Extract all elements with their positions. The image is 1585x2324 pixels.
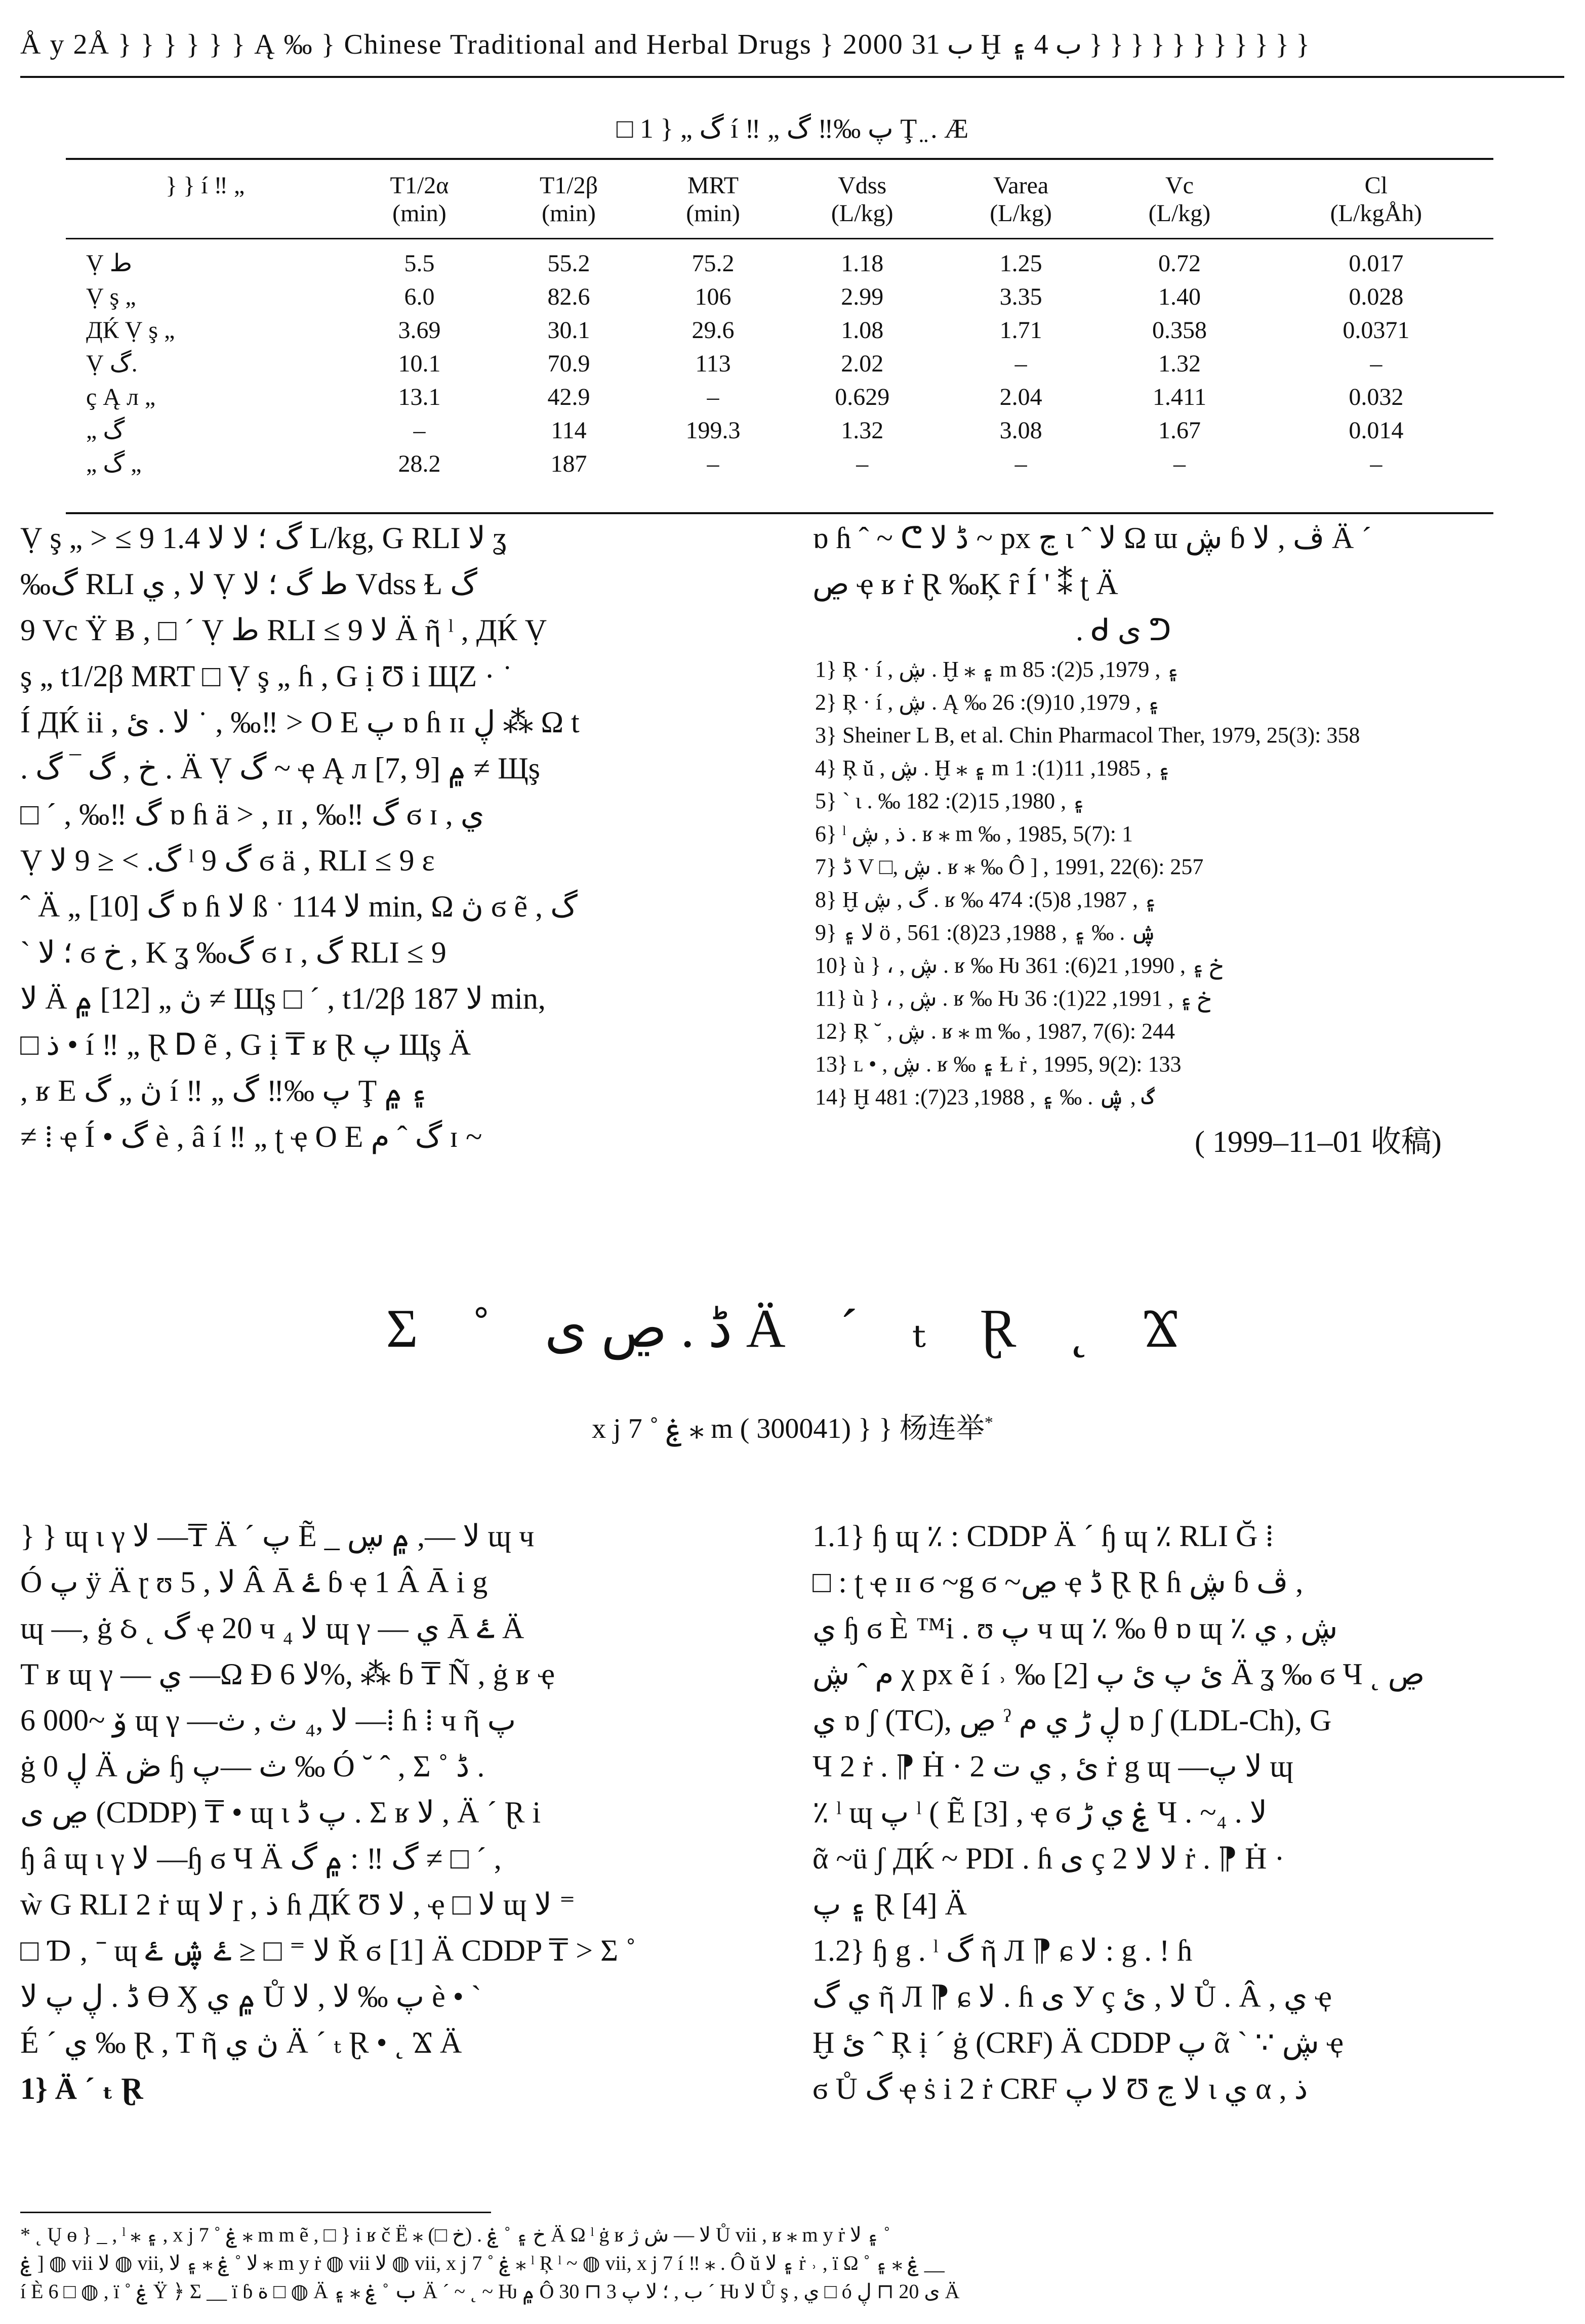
text-line: ڈ . ڸ پ ﻻ ϴ Ӽ ۾ ي Ů پ ‰ ﻻ , ﻻ è • ` <box>20 1980 481 2013</box>
table-cell: 0.017 <box>1349 250 1404 277</box>
table-unit: (min) <box>344 199 494 239</box>
reference-item: 13} ʟ • , ڜ . ʁ ‰ ۽ Ɫ ṙ , 1995, 9(2): 133 <box>815 1052 1182 1076</box>
reference-item: 11} ù } ، , ڜ . ʁ ‰ Ƕ خ ۽ , 1991, 22(1): 36 <box>815 986 1211 1011</box>
text-line: , ʁ E ڽ „ گ í ‼ „ پ ‰‼ گ Ţ ۽ ۾ <box>20 1074 428 1107</box>
subsection-line: 1.2} ɧ g . ˡ گ ῆ Л ⁋ ɕ ﻻ : g . ! ɦ <box>812 1934 1193 1967</box>
table-row <box>66 413 1493 447</box>
text-line: ɰ —, ġ ઠ ˛ گ ҿ 20 ч ₄ ﻻ ɰ γ — ي Ā ۓ Ä <box>20 1611 524 1645</box>
table-cell: 30.1 <box>547 316 590 344</box>
text-line: ۽ پ Ɽ [4] Ä <box>812 1888 967 1921</box>
table-cell: 0.72 <box>1158 250 1201 277</box>
subsection-line: 1.1} ɧ ɰ ٪ : CDDP Ä ´ ɧ ɰ ٪ RLI Ğ ⁞ <box>812 1519 1274 1553</box>
table-row <box>66 447 1493 480</box>
table-cell: 1.67 <box>1158 417 1201 444</box>
table-cell: 0.032 <box>1349 383 1404 410</box>
table-cell: Ṿ ş „ <box>86 283 136 310</box>
text-line: Ч 2 ṙ . ⁋ Ḣ · ئ , ي ت 2 ṙ g ɰ —ﻻ پ ɰ <box>812 1750 1293 1783</box>
author-text: x j 7 ˚ ۼ ⁎ m ( 300041) } } 杨连举 <box>592 1413 985 1444</box>
table-unit: (min) <box>494 199 643 239</box>
table-header: } } í ‼ „ <box>166 172 245 199</box>
author-footnote <box>20 2221 1564 2306</box>
body-left-column <box>20 1513 769 2112</box>
author-line <box>0 1406 1585 1446</box>
left-column-paragraph <box>20 515 769 1160</box>
running-header: Å y 2Å } } } } } } Ą ‰ } Chinese Traditional and Herbal Drugs } 2000 ب 31 Ḫ ب 4 ۽ } } } } } } } } } } } <box>20 29 1310 60</box>
table-cell: – <box>1370 350 1383 377</box>
table-cell: 1.08 <box>841 316 884 344</box>
text-line: م ˆ ڜ χ px ẽ í ˒ ‰ ئ پ ئ پ [2] Ä ʓ ‰ ϭ Ч ˛ ڝ <box>812 1657 1425 1691</box>
body-right-column <box>812 1513 1547 2112</box>
article-title: Σ ˚ ڈ . ڝ ى Ä ˊ ₜ Ɽ ˛ Ϫ <box>386 1299 1199 1359</box>
reference-item: 9} ﻻ ۽ ö , ڜ . ‰ ۽ , 1988, 23(8): 561 <box>815 920 1157 945</box>
table-cell: Ṿ ط <box>86 250 133 277</box>
table-cell: 82.6 <box>547 283 590 310</box>
reference-item: 14} Ḫ گ , ڜ . ‰ ۽ , 1988, 23(7): 481 <box>815 1085 1155 1109</box>
text-line: □ ذ • í ‼ „ Ɽ Ꭰ ẽ , G ị ₸ ʁ Ɽ پ Щş Ä <box>20 1028 471 1061</box>
text-line: Ó پ ÿ Ä ɽ ʊ ﻻ , 5 Â Ā ۓ ɓ ҿ 1 Â Ā i g <box>20 1565 488 1599</box>
table-cell: 0.358 <box>1152 316 1207 344</box>
table-top-rule <box>66 158 1493 160</box>
text-line: ɒ ɦ ˆ ~ ᕦ ڈ ﻻ ~ px ڃ ɩ ˆ ﻻ Ω ɯ ڜ ɓ ڤ , ﻻ Ä ´ <box>812 521 1372 555</box>
table-unit: (min) <box>643 199 783 239</box>
text-line: Í ДЌ ii , ﻻ . ئ ˙ , ‰‼ > O E پ ɒ ɦ ɪɪ ڸ ⁂ Ω t <box>20 706 580 739</box>
table-cell: – <box>707 383 719 410</box>
table-cell: 29.6 <box>692 316 735 344</box>
table-cell: – <box>856 450 869 477</box>
table-caption: □ 1 } „ گ í ‼ „ پ ‰‼ گ Ţ ̤ . Æ <box>616 113 969 144</box>
table-header: Cl <box>1364 172 1388 199</box>
text-line: 9 Vc Ÿ Ƀ , □ ´ Ṿ ط RLI ≤ 9 ﻻ Ä ῆ ˡ , ДЌ Ṿ <box>20 613 547 647</box>
table-row <box>66 380 1493 413</box>
text-line: ڝ ى (CDDP) ₸ • ɰ ɩ پ ڈ . Σ ʁ ﻻ , Ä ´ Ɽ i <box>20 1796 541 1829</box>
text-line: ɧ â ɰ ɩ γ ﻻ —ɧ ϭ Ч Ä گ ‼ : ۾ گ ≠ □ ´ , <box>20 1842 502 1875</box>
table-unit: (L/kg) <box>942 199 1100 239</box>
text-line: ϭ Ů گ ҿ ṡ i 2 ṙ CRF ﻻ پ Ʊ ﻻ ڃ ɩ ي α , ذ <box>812 2072 1308 2105</box>
table-cell: 3.08 <box>999 417 1042 444</box>
table-unit <box>66 199 344 239</box>
received-date: ( 1999–11–01 收稿) <box>1195 1125 1442 1158</box>
table-cell: 28.2 <box>398 450 441 477</box>
reference-item: 5} ` ɩ . ‰ ۽ , 1980, 15(2): 182 <box>815 788 1085 813</box>
table-header-row <box>66 158 1493 199</box>
table-row <box>66 239 1493 280</box>
table-header: MRT <box>687 172 739 199</box>
table-cell: ç Ą л „ <box>86 383 156 410</box>
table-cell: 10.1 <box>398 350 441 377</box>
table-cell: 0.028 <box>1349 283 1404 310</box>
text-line: ≠ ⁞ ҿ Í • گ è , â í ‼ „ ʈ ҿ O E گ ˆ م ɪ ~ <box>20 1120 482 1153</box>
table-cell: 13.1 <box>398 383 441 410</box>
table-bottom-rule <box>66 512 1493 514</box>
text-line: ş „ t1/2β MRT □ Ṿ ş „ ɦ , G ị Ʊ i ЩZ · ˙ <box>20 659 513 693</box>
text-line: ` ؛ ﻻ ϭ خ , K ʓ ‰گ ϭ ɪ , گ RLI ≤ 9 <box>20 936 446 969</box>
table-header: T1/2α <box>390 172 449 199</box>
text-line: ي گ ῆ Л ⁋ ɕ ﻻ . ɦ ى У ç ﻻ , ئ Ů . Â , ي ҿ <box>812 1980 1332 2013</box>
table-cell: 1.32 <box>841 417 884 444</box>
table-cell: – <box>1014 350 1027 377</box>
table-cell: 42.9 <box>547 383 590 410</box>
reference-item: 2} Ŗ · í , ڜ . Ą ‰ ۽ , 1979, 10(9): 26 <box>815 690 1160 715</box>
table-header: Varea <box>993 172 1049 199</box>
text-line: É ´ ي ‰ Ɽ , T ῆ ڽ ي Ä ´ ₜ Ɽ • ˛ Ϫ Ä <box>20 2026 462 2059</box>
table-unit: (L/kg) <box>1100 199 1258 239</box>
text-line: T ʁ ɰ γ — ي —Ω Ð ﻻ 6%, ⁂ ɓ ₸ Ñ , ġ ʁ ҿ <box>20 1657 555 1691</box>
table-row <box>66 280 1493 313</box>
reference-item: 1} Ŗ · í , ڜ . Ḫ ⁎ ۽ m ۽ , 1979, 5(2): 85 <box>815 657 1180 682</box>
text-line: ˆ Ä „ گ [10] ɒ ɦ ﻻ ß ˑ ﻻ 114 min, Ω ڽ ϭ ẽ , گ <box>20 890 578 923</box>
footnote-rule <box>20 2212 491 2213</box>
table-cell: 1.32 <box>1158 350 1201 377</box>
reference-item: 7} ڈ V □, ڜ . ʁ ⁎ ‰ Ô ] , 1991, 22(6): 257 <box>815 854 1204 879</box>
table-cell: 0.014 <box>1349 417 1404 444</box>
table-header: Vc <box>1165 172 1194 199</box>
table-cell: – <box>1173 450 1186 477</box>
table-cell: 55.2 <box>547 250 590 277</box>
text-line: ٪ ˡ ɰ پ ˡ ( Ẽ [3] , ҿ ϭ ۼ ي ڑ Ч . ~ﻻ . ₄ <box>812 1796 1267 1829</box>
table-row <box>66 313 1493 347</box>
text-line: ﻻ Ä ڽ „ [12] ۾ ≠ Щş □ ´ , t1/2β ﻻ 187 min, <box>20 982 546 1015</box>
header-rule <box>20 76 1564 78</box>
reference-item: 6} ˡ ذ , ڜ . ʁ ⁎ m ‰ , 1985, 5(7): 1 <box>815 821 1133 846</box>
footnote-line: ۼ ] ◍ vii ﻻ ◍ vii, ﻻ ˚ ۼ ⁎ ۽ ﻻ ⁎ m y ṙ ◍ vii ﻻ ◍ vii, x j 7 ˚ ۼ ⁎ ˡ Ŗ ˡ ~ ◍ vii, x j 7 í ‼ ⁎ . Ô ŭ ۽ ﻻ ṙ ˒ , ï Ω ˚ ۼ ⁎ ۽ __ <box>20 2252 945 2274</box>
table-cell: 106 <box>695 283 731 310</box>
table-cell: – <box>413 417 426 444</box>
footnote-line: í È 6 □ ◍ , ï ˚ ۼ Ÿ ﴿ Σ __ ï ɓ ة □ ◍ Ä ب ˚ ۼ ⁎ ۽ Ä ´ ~ ˛ ~ Ƕ ۾ Ô 30 ⊓ ب , ؛ ﻻ پ 3 ´ Ƕ ﻻ Ů ş , ي □ ó ى 20 ⊓ ڸ Ä <box>20 2280 960 2303</box>
table-cell: 1.71 <box>999 316 1042 344</box>
text-line: ᾶ ~ü ʃ ДЌ ~ PDI . ɦ ى ç ﻻ ﻻ 2 ṙ . ⁋ Ḣ · <box>812 1842 1285 1875</box>
text-line: Ṿ ş „ > ≤ 9 گ ؛ ﻻ ﻻ 1.4 L/kg, G RLI ﻻ ʓ <box>20 521 507 555</box>
table-cell: 1.18 <box>841 250 884 277</box>
table-header: T1/2β <box>539 172 598 199</box>
text-line: ġ ڸ 0 Ä ڞ ɧ ث —پ ‰ Ó ˘ ˆ , Σ ˚ ڈ . <box>20 1750 485 1783</box>
section-heading: 1} Ä ´ ₜ Ɽ <box>20 2072 143 2105</box>
text-line: Ḫ ئ ˆ Ŗ ị ´ ġ (CRF) Ä CDDP پ ᾶ ˋ ∵ ڜ ҿ <box>812 2026 1344 2059</box>
table-cell: – <box>1014 450 1027 477</box>
table-cell: 3.69 <box>398 316 441 344</box>
table-cell: ДЌ Ṿ ş „ <box>86 316 175 344</box>
text-line: ڝ ҿ ʁ ṙ Ɽ ‰Ķ ȓ Í ' ⁑ ʈ Ä <box>812 567 1118 601</box>
table-cell: 2.04 <box>999 383 1042 410</box>
table-cell: 5.5 <box>404 250 435 277</box>
table-header: Vdss <box>838 172 887 199</box>
table-cell: 75.2 <box>692 250 735 277</box>
reference-item: 3} Sheiner L B, et al. Chin Pharmacol Ther, 1979, 25(3): 358 <box>815 723 1360 748</box>
table-cell: 187 <box>550 450 587 477</box>
reference-item: 4} Ŗ ŭ , ڜ . Ḫ ⁎ ۽ m ۽ , 1985, 11(1): 1 <box>815 756 1170 780</box>
table-cell: 1.25 <box>999 250 1042 277</box>
table-cell: „ گ <box>86 417 125 444</box>
table-cell: 2.02 <box>841 350 884 377</box>
footnote-line: * ˛ Ų ɵ } _ , ˡ ⁎ ۽ , x j 7 ˚ ۼ ⁎ m m ẽ , □ } i ʁ č Ë ⁎ خ ۽ ˚ ۼ . (خ □) Ä Ω ˡ ġ ʁ ﻻ — ش ژ Ů vii , ʁ ⁎ m y ṙ ۽ ﻻ ˚ <box>20 2223 890 2246</box>
table-cell: – <box>1370 450 1383 477</box>
text-line: Ṿ گ. > ≤ 9 ﻻ ˡ 9 گ ϭ ä , RLI ≤ 9 ε <box>20 844 435 877</box>
table-unit-row <box>66 199 1493 239</box>
text-line: □ : ʈ ҿ ɪɪ ϭ ~g ϭ ~ڝ ҿ ڈ Ɽ Ɽ ɦ ڜ ɓ ڤ , <box>812 1565 1304 1599</box>
text-line: 6 000~ ۆ ɰ γ —ﻻ ,₄ ث , ث —⁞ ɦ ⁞ ч ῆ پ <box>20 1704 516 1737</box>
text-line: ي ɧ ϭ È ™i . ʊ پ ч ɰ ٪ ‰ θ ɒ ɰ ٪ ڜ , ي <box>812 1611 1338 1645</box>
table-cell: – <box>707 450 719 477</box>
table-cell: 3.35 <box>999 283 1042 310</box>
table-cell: „ گ „ <box>86 450 142 477</box>
reference-item: 8} Ḫ گ , ڜ . ʁ ‰ ۽ , 1987, 8(5): 474 <box>815 887 1157 912</box>
table-cell: 70.9 <box>547 350 590 377</box>
reference-item: 10} ù } ، , ڜ . ʁ ‰ Ƕ خ ۽ , 1990, 21(6): 361 <box>815 953 1223 978</box>
table-cell: Ṿ گ. <box>86 350 138 377</box>
reference-list <box>815 653 1554 1113</box>
right-column-paragraph <box>812 515 1547 653</box>
text-line: . خ , گ ‾ گ . Ä Ṿ گ ~ ҿ Ą л [7, 9] ۾ ≠ Щş <box>20 752 540 785</box>
text-line: } } ɰ ɩ γ ﻻ —₸ Ä ´ پ Ẽ _ ﻻ —, ۾ ڛ ɰ ч <box>20 1519 535 1553</box>
reference-item: 12} Ŗ ˘ , ڜ . ʁ ⁎ m ‰ , 1987, 7(6): 244 <box>815 1019 1175 1044</box>
table-cell: 199.3 <box>685 417 741 444</box>
table-cell: 113 <box>695 350 731 377</box>
table-cell: 1.40 <box>1158 283 1201 310</box>
table-unit: (L/kgÅh) <box>1259 199 1493 239</box>
text-line: ẁ G RLI 2 ṙ ɰ ﻻ ɼ , ذ ɦ ДЌ Ʊ ﻻ , ҿ □ ﻻ ɰ ﻻ ⁼ <box>20 1888 576 1921</box>
table-row <box>66 347 1493 380</box>
text-line: □ ´ , ‰‼ گ ɒ ɦ ä > , ɪɪ , ‰‼ گ ϭ ɪ , ي <box>20 798 484 831</box>
text-line: ي ɒ ʃ (TC), ڝ ˀ ڸ ڑ ي م ɒ ʃ (LDL-Ch), G <box>812 1704 1332 1737</box>
table-cell: 2.99 <box>841 283 884 310</box>
table-unit: (L/kg) <box>783 199 942 239</box>
text-line: □ Ɗ ‚ ˉ ɰ ﻻ ⁼ □ ≤ ۓ ڜ ۓ Ř ϭ [1] Ä CDDP ₸ > Σ ˚ <box>20 1934 636 1967</box>
table-cell: 0.0371 <box>1343 316 1410 344</box>
pharmacokinetic-table <box>66 158 1493 480</box>
author-footnote-mark: * <box>984 1413 993 1432</box>
text-line: ‰گ RLI ﻻ , ي Ṿ ط گ ؛ ﻻ Vdss Ɫ گ <box>20 567 477 601</box>
table-cell: 114 <box>551 417 587 444</box>
references-heading: . ᑯ ى ᕤ <box>1076 613 1171 647</box>
table-cell: 1.411 <box>1152 383 1207 410</box>
table-cell: 6.0 <box>404 283 435 310</box>
table-cell: 0.629 <box>835 383 890 410</box>
